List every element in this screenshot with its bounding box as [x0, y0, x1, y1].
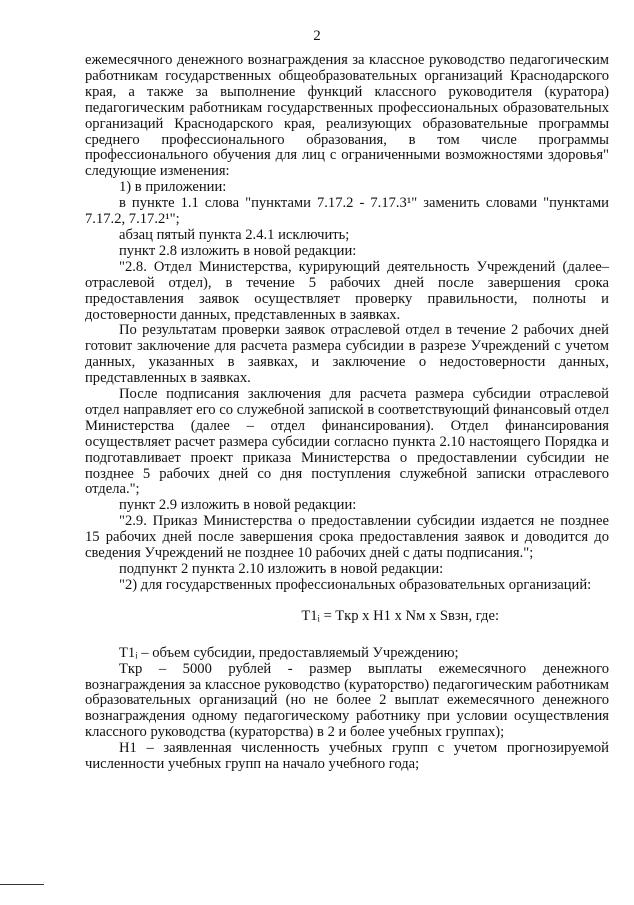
paragraph: "2) для государственных профессиональных образовательных организаций:: [119, 576, 592, 593]
paragraph: После подписания заключения для расчета размера субсидии отраслевой отдел направляет его со служебной запиской в соответствующий финансовый отдел Министерства (далее – отдел финансирования). Отдел финансирования осуществляет расчет размера субсидии согласно пункта 2.10 настоящего Порядка и подготавливает проект приказа Министерства о предоставлении субсидии не позднее 5 рабочих дней со дня поступления служебной записки отраслевого отдела.";: [85, 386, 609, 498]
paragraph: в пункте 1.1 слова "пунктами 7.17.2 - 7.17.3¹" заменить словами "пунктами 7.17.2, 7.17.2¹";: [85, 195, 609, 228]
paragraph: По результатам проверки заявок отраслевой отдел в течение 2 рабочих дней готовит заключение для расчета размера субсидии в разрезе Учреждений с учетом данных, указанных в заявках, и заключение о недостоверности данных, представленных в заявках.: [85, 322, 609, 387]
paragraph: "2.8. Отдел Министерства, курирующий деятельность Учреждений (далее– отраслевой отдел), в течение 5 рабочих дней после завершения срока предоставления заявок осуществляет проверку правильности, полноты и достоверности данных, представленных в заявках.: [85, 258, 609, 323]
paragraph: H1 – заявленная численность учебных групп с учетом прогнозируемой численности учебных групп на начало учебного года;: [85, 740, 609, 773]
paragraph: T1ᵢ – объем субсидии, предоставляемый Учреждению;: [119, 644, 459, 661]
paragraph: абзац пятый пункта 2.4.1 исключить;: [119, 226, 350, 243]
paragraph: ежемесячного денежного вознаграждения за классное руководство педагогическим работникам государственных общеобразовательных организаций Краснодарского края, а также за выполнение функций классного руководителя (куратора) педагогическим работникам государственных профессиональных образовательных организаций Краснодарского края, реализующих образовательные программы среднего профессионального образования, в том числе программы профессионального обучения для лиц с ограниченными возможностями здоровья" следующие изменения:: [85, 52, 609, 180]
document-body: [85, 53, 609, 773]
paragraph: Tкр – 5000 рублей - размер выплаты ежемесячного денежного вознаграждения за классное руководство (кураторство) педагогическим работникам образовательных организаций (но не более 2 выплат ежемесячного денежного вознаграждения одному педагогическому работнику при условии осуществления классного руководства (кураторства) в 2 и более учебных группах);: [85, 660, 609, 741]
formula: T1ᵢ = Tкр x H1 x Nм x Sвзн, где:: [301, 607, 499, 624]
paragraph: 1) в приложении:: [119, 179, 227, 196]
paragraph: подпункт 2 пункта 2.10 изложить в новой редакции:: [119, 561, 444, 577]
paragraph: пункт 2.8 изложить в новой редакции:: [119, 242, 357, 259]
paragraph: "2.9. Приказ Министерства о предоставлении субсидии издается не позднее 15 рабочих дней после завершения срока предоставления заявок и доводится до сведения Учреждений не позднее 10 рабочих дней с даты подписания.";: [85, 513, 609, 562]
paragraph: пункт 2.9 изложить в новой редакции:: [119, 497, 357, 514]
page-number: 2: [313, 28, 321, 44]
footnote-divider: [0, 884, 44, 885]
